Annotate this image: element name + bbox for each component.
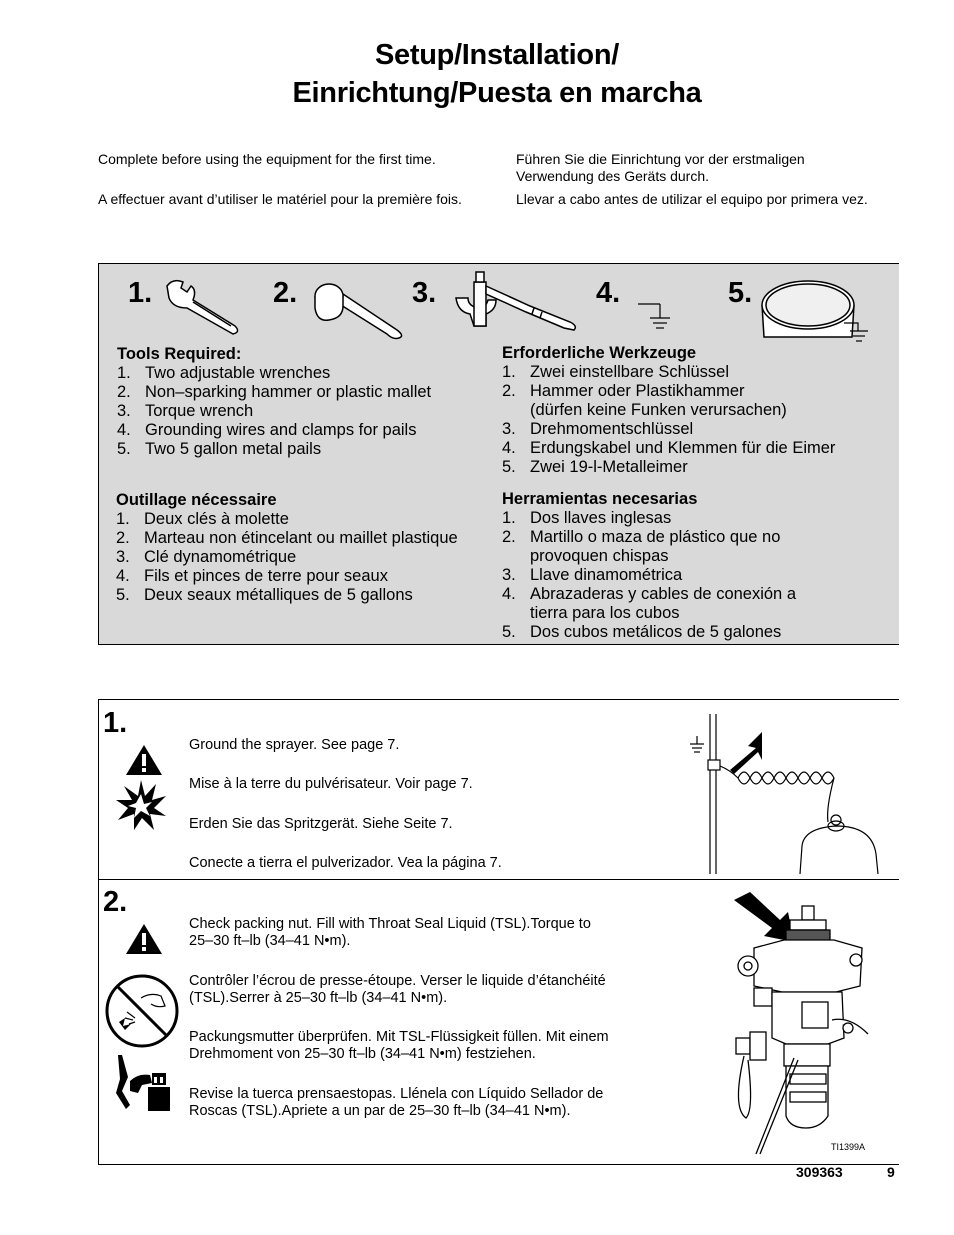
list-item: 2. Hammer oder Plastikhammer [502,382,745,400]
list-item: 5. Deux seaux métalliques de 5 gallons [116,586,413,604]
torque-wrench-icon [452,268,582,338]
list-item-continuation: tierra para los cubos [530,604,680,622]
tools-list-de [502,344,892,477]
intro-en: Complete before using the equipment for the first time. [98,151,436,167]
tool-number-2: 2. [273,277,298,309]
tools-heading-fr: Outillage nécessaire [116,491,277,509]
tools-list-en [117,345,497,459]
page-number: 9 [887,1164,895,1180]
intro-de: Führen Sie die Einrichtung vor der erstmaligen Verwendung des Geräts durch. [516,151,805,184]
document-number: 309363 [796,1164,843,1180]
step-1-text-es: Conecte a tierra el pulverizador. Vea la página 7. [189,855,502,871]
pump-packing-nut-illustration [724,888,894,1158]
tools-list-fr [116,491,498,605]
step-2-text-fr: Contrôler l’écrou de presse-étoupe. Verser le liquide d’étanchéité (TSL).Serrer à 25–30 ft–lb (34–41 N•m). [189,973,606,1006]
tool-number-5: 5. [728,277,753,309]
list-item: 3. Torque wrench [117,402,254,420]
list-item: 3. Llave dinamométrica [502,566,683,584]
list-item: 5. Dos cubos metálicos de 5 galones [502,623,782,641]
list-item-continuation: provoquen chispas [530,547,669,565]
no-touch-hazard-icon [103,972,181,1050]
intro-fr: A effectuer avant d’utiliser le matériel pour la première fois. [98,191,462,207]
step-1-text-fr: Mise à la terre du pulvérisateur. Voir page 7. [189,776,473,792]
list-item: 2. Marteau non étincelant ou maillet plastique [116,529,458,547]
step-1-text-de: Erden Sie das Spritzgerät. Siehe Seite 7. [189,816,453,832]
explosion-hazard-icon [114,778,168,832]
list-item: 4. Grounding wires and clamps for pails [117,421,417,439]
figure-id: TI1399A [831,1142,866,1152]
tool-number-4: 4. [596,277,621,309]
mallet-icon [307,278,407,340]
pinch-hazard-icon [112,1053,174,1113]
page-title: Setup/Installation/ Einrichtung/Puesta en marcha [292,39,702,109]
step-1-text-en: Ground the sprayer. See page 7. [189,737,400,753]
tool-number-3: 3. [412,277,437,309]
tool-number-1: 1. [128,277,153,309]
list-item: 5. Two 5 gallon metal pails [117,440,322,458]
step-2-text-en: Check packing nut. Fill with Throat Seal Liquid (TSL).Torque to 25–30 ft–lb (34–41 N•m). [189,916,591,949]
ground-symbol-icon [636,300,680,334]
adjustable-wrench-icon [163,278,243,336]
warning-triangle-icon [124,922,164,956]
list-item: 4. Abrazaderas y cables de conexión a [502,585,796,603]
list-item: 1. Dos llaves inglesas [502,509,672,527]
tools-heading-en: Tools Required: [117,345,242,363]
intro-es: Llevar a cabo antes de utilizar el equipo por primera vez. [516,191,868,207]
list-item: 4. Fils et pinces de terre pour seaux [116,567,388,585]
list-item: 1. Two adjustable wrenches [117,364,331,382]
step-1-number: 1. [103,707,128,739]
step-2-number: 2. [103,886,128,918]
step-2-text-de: Packungsmutter überprüfen. Mit TSL-Flüssigkeit füllen. Mit einem Drehmoment von 25–30 ft–lb (34–41 N•m) festziehen. [189,1029,609,1062]
tools-heading-es: Herramientas necesarias [502,490,698,508]
list-item: 3. Clé dynamométrique [116,548,297,566]
tools-list-es [502,490,892,642]
list-item: 2. Non–sparking hammer or plastic mallet [117,383,432,401]
metal-pail-icon [758,277,874,347]
tools-heading-de: Erforderliche Werkzeuge [502,344,697,362]
list-item: 3. Drehmomentschlüssel [502,420,694,438]
list-item: 1. Zwei einstellbare Schlüssel [502,363,730,381]
list-item: 1. Deux clés à molette [116,510,289,528]
warning-triangle-icon [124,743,164,777]
list-item: 4. Erdungskabel und Klemmen für die Eimer [502,439,836,457]
list-item-continuation: (dürfen keine Funken verursachen) [530,401,787,419]
list-item: 2. Martillo o maza de plástico que no [502,528,781,546]
list-item: 5. Zwei 19-l-Metalleimer [502,458,688,476]
step-2-text-es: Revise la tuerca prensaestopas. Llénela con Líquido Sellador de Roscas (TSL).Apriete a un par de 25–30 ft–lb (34–41 N•m). [189,1086,604,1119]
grounding-clamp-illustration [686,714,886,874]
